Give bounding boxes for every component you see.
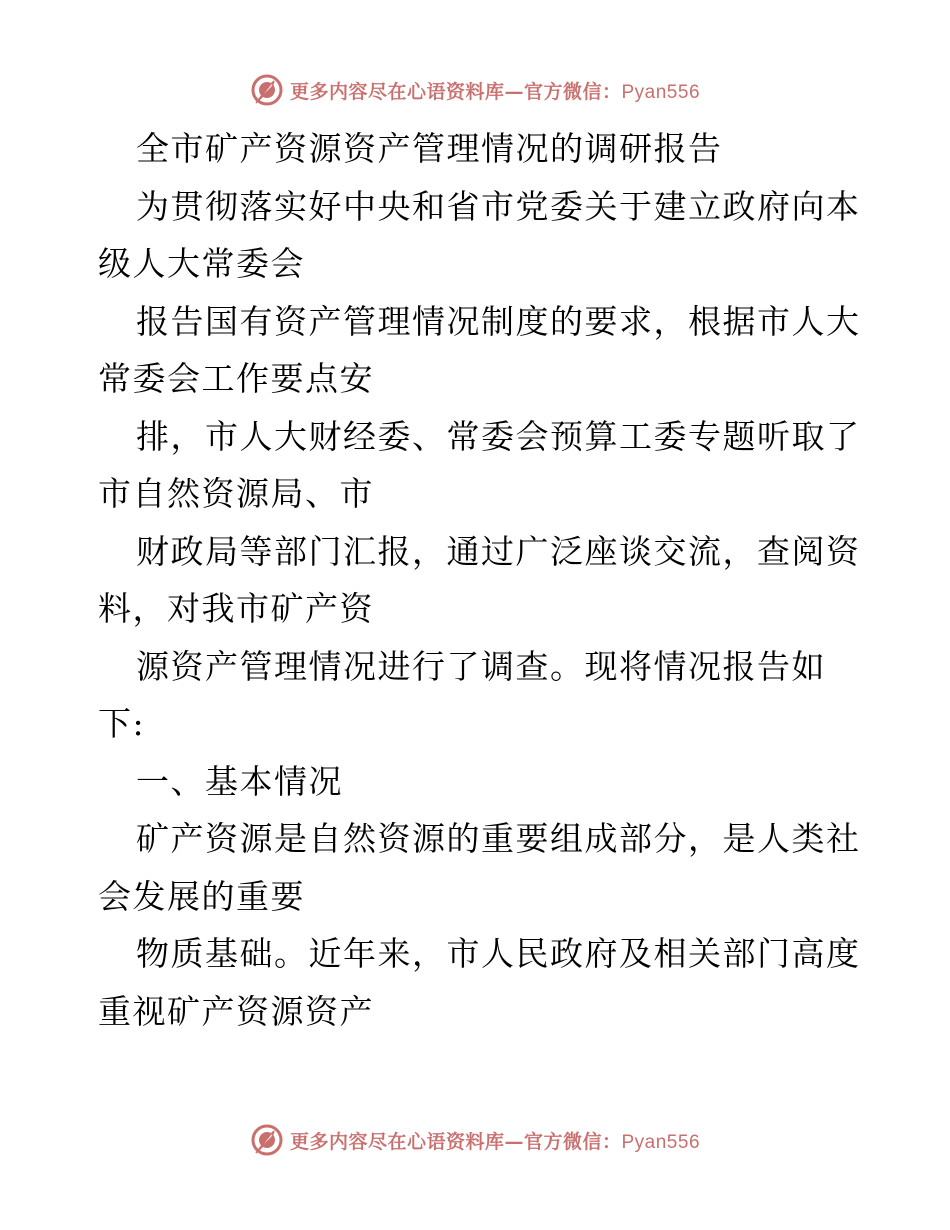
text-line: 一、基本情况	[136, 761, 343, 801]
quill-pen-seal-icon	[250, 73, 284, 107]
text-line: 下:	[98, 704, 146, 743]
text-line: 会发展的重要	[98, 876, 305, 916]
document-body	[98, 120, 861, 1040]
text-line: 报告国有资产管理情况制度的要求，根据市人大	[136, 301, 861, 341]
text-line: 源资产管理情况进行了调查。现将情况报告如	[136, 646, 826, 686]
text-line: 为贯彻落实好中央和省市党委关于建立政府向本	[136, 186, 861, 226]
banner-text: 更多内容尽在心语资料库—官方微信：Pyan556	[289, 1130, 701, 1153]
wechat-id: Pyan556	[621, 81, 701, 103]
wechat-id: Pyan556	[621, 1131, 701, 1153]
banner-text: 更多内容尽在心语资料库—官方微信：Pyan556	[289, 80, 701, 103]
text-line: 物质基础。近年来，市人民政府及相关部门高度	[136, 934, 861, 973]
text-line: 排，市人大财经委、常委会预算工委专题听取了	[136, 416, 861, 456]
text-line: 财政局等部门汇报，通过广泛座谈交流，查阅资	[136, 531, 861, 571]
footer-banner	[0, 1120, 950, 1160]
header-banner	[0, 70, 950, 110]
text-line: 级人大常委会	[98, 244, 305, 283]
quill-pen-seal-icon	[250, 1123, 284, 1157]
text-line: 重视矿产资源资产	[98, 991, 374, 1031]
text-line: 料，对我市矿产资	[98, 589, 374, 628]
text-line: 全市矿产资源资产管理情况的调研报告	[136, 129, 723, 168]
text-line: 常委会工作要点安	[98, 359, 374, 398]
text-line: 市自然资源局、市	[98, 474, 374, 513]
text-line: 矿产资源是自然资源的重要组成部分，是人类社	[136, 819, 861, 858]
